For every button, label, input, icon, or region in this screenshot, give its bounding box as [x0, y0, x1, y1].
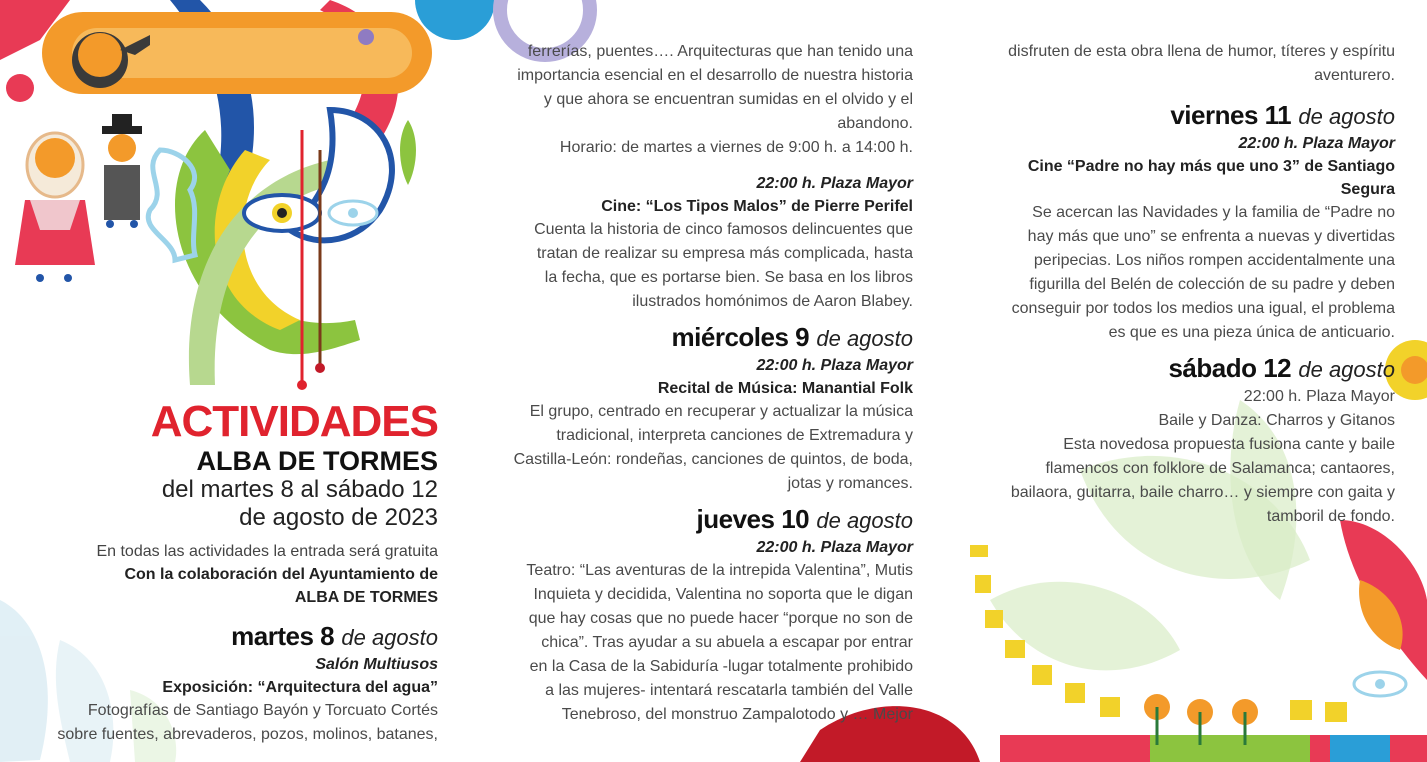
- event-location: 22:00 h. Plaza Mayor: [1243, 388, 1395, 405]
- event-title: Baile y Danza: Charros y Gitanos: [1158, 412, 1395, 429]
- event-location: 22:00 h. Plaza Mayor: [756, 357, 913, 374]
- event-description-line: Cuenta la historia de cinco famosos delincuentes que: [534, 221, 913, 238]
- town-name: ALBA DE TORMES: [196, 446, 438, 476]
- heart-icon: [6, 74, 34, 102]
- date-range-line1: del martes 8 al sábado 12: [161, 476, 438, 503]
- event-description-line: aventurero.: [1314, 67, 1395, 84]
- event-description-line: tratan de realizar su empresa más complicada, hasta: [536, 245, 913, 262]
- event-description-line: abandono.: [837, 115, 913, 132]
- event-description-line: hay más que uno” se enfrenta a nuevas y divertidas: [1027, 228, 1395, 245]
- event-description-line: ferrerías, puentes…. Arquitecturas que han tenido una: [527, 43, 913, 60]
- day-name: miércoles 9: [671, 322, 810, 352]
- event-description-line: conseguir por todos los medios una igual, el problema: [1011, 300, 1395, 317]
- top-left-collage: [0, 0, 590, 390]
- event-description-line: importancia esencial en el desarrollo de nuestra historia: [517, 67, 913, 84]
- event-description-line: Fotografías de Santiago Bayón y Torcuato Cortés: [87, 702, 438, 719]
- event-location: 22:00 h. Plaza Mayor: [756, 539, 913, 556]
- day-name: jueves 10: [696, 504, 810, 534]
- event-title: Exposición: “Arquitectura del agua”: [162, 679, 438, 696]
- event-description-line: bailaora, guitarra, baile charro… y siempre con gaita y: [1010, 484, 1395, 501]
- event-description-line: es que es una pieza única de anticuario.: [1108, 324, 1395, 341]
- column-middle: [510, 40, 913, 727]
- day-month: de agosto: [816, 508, 913, 533]
- day-month: de agosto: [1298, 357, 1395, 382]
- event-description-line: Se acercan las Navidades y la familia de “Padre no: [1032, 204, 1395, 221]
- event-description-line: figurilla del Belén de colección de su padre y deben: [1029, 276, 1395, 293]
- page-title: ACTIVIDADES: [150, 397, 438, 446]
- event-location: 22:00 h. Plaza Mayor: [1238, 135, 1395, 152]
- event-description-line: Tenebroso, del monstruo Zampalotodo y … Mejor: [561, 706, 913, 723]
- day-heading-sabado: [1000, 353, 1395, 385]
- event-description-line: ilustrados homónimos de Aaron Blabey.: [632, 293, 913, 310]
- day-name: sábado 12: [1168, 353, 1292, 383]
- column-right: [1000, 40, 1395, 529]
- event-description-line: El grupo, centrado en recuperar y actualizar la música: [529, 403, 913, 420]
- event-description-line: y que ahora se encuentran sumidas en el olvido y el: [543, 91, 913, 108]
- day-month: de agosto: [816, 326, 913, 351]
- event-description-line: flamencos con folklore de Salamanca; cantaores,: [1045, 460, 1395, 477]
- day-name: martes 8: [231, 621, 335, 651]
- event-description-line: Inquieta y decidida, Valentina no soporta que le digan: [533, 586, 913, 603]
- event-description-line: que hay cosas que no puede hacer “porque no son de: [528, 610, 913, 627]
- day-month: de agosto: [341, 625, 438, 650]
- event-description-line: Esta novedosa propuesta fusiona cante y baile: [1063, 436, 1395, 453]
- event-description-line: jotas y romances.: [787, 475, 913, 492]
- free-entry-note: En todas las actividades la entrada será gratuita: [96, 543, 438, 560]
- day-heading-viernes: [1000, 100, 1395, 132]
- event-description-line: Teatro: “Las aventuras de la intrepida Valentina”, Mutis: [526, 562, 913, 579]
- event-location: 22:00 h. Plaza Mayor: [756, 175, 913, 192]
- day-heading-jueves: [510, 504, 913, 536]
- event-title: Cine: “Los Tipos Malos” de Pierre Perifel: [601, 198, 913, 215]
- event-description-line: chica”. Tras ayudar a su abuela a escapar por entrar: [541, 634, 913, 651]
- event-title: Recital de Música: Manantial Folk: [657, 380, 913, 397]
- event-description-line: disfruten de esta obra llena de humor, títeres y espíritu: [1008, 43, 1395, 60]
- collaboration-line2: ALBA DE TORMES: [294, 589, 438, 606]
- event-description-line: tamboril de fondo.: [1266, 508, 1395, 525]
- event-description-line: Castilla-León: rondeñas, canciones de quintos, de boda,: [513, 451, 913, 468]
- event-description-line: tradicional, interpreta canciones de Extremadura y: [556, 427, 913, 444]
- collaboration-line1: Con la colaboración del Ayuntamiento de: [124, 566, 438, 583]
- event-title: Cine “Padre no hay más que uno 3” de Santiago Segura: [1027, 158, 1395, 198]
- column-left: [40, 398, 438, 747]
- event-description-line: en la Casa de la Sabiduría -lugar totalmente prohibido: [529, 658, 913, 675]
- date-range-line2: de agosto de 2023: [239, 504, 438, 531]
- event-description-line: sobre fuentes, abrevaderos, pozos, molinos, batanes,: [57, 726, 438, 743]
- event-description-line: peripecias. Los niños rompen accidentalmente una: [1033, 252, 1395, 269]
- exhibition-schedule: Horario: de martes a viernes de 9:00 h. a 14:00 h.: [559, 139, 913, 156]
- day-heading-martes: [40, 621, 438, 653]
- day-month: de agosto: [1298, 104, 1395, 129]
- day-name: viernes 11: [1170, 100, 1292, 130]
- event-description-line: a las mujeres- intentará rescatarla también del Valle: [545, 682, 913, 699]
- event-description-line: la fecha, que es portarse bien. Se basa en los libros: [544, 269, 913, 286]
- event-location: Salón Multiusos: [315, 656, 438, 673]
- day-heading-miercoles: [510, 322, 913, 354]
